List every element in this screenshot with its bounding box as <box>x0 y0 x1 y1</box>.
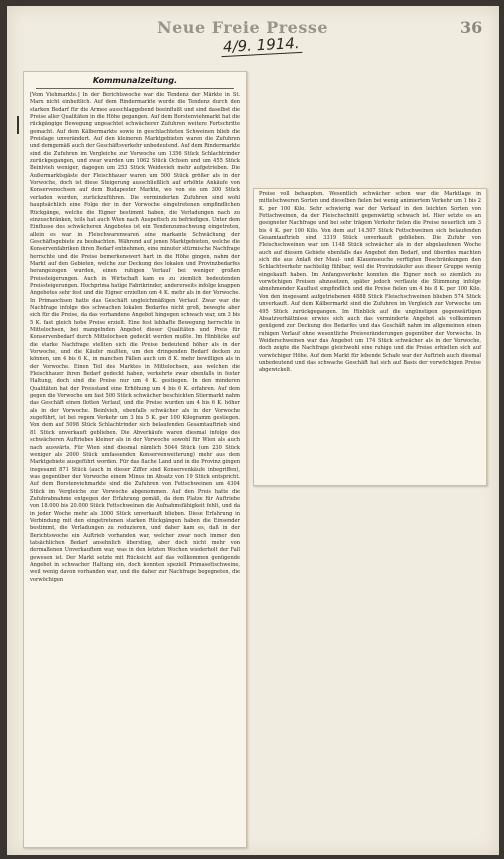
article-text-right: Preise voll behaupten. Wesentlich schwächer schon war die Marktlage in mittelschweren Sorten und dieselben fielen bei wenig animiertem Verkehr um 1 bis 2 K. per 100 Kilo. Sehr schwierig war der Verkauf in den leichten Sorten von Fettschweinen, da der Fleischschnitt gegenwärtig schwach ist. Hier setzte es an geeigneter Nachfrage und bei sehr trägem Verkehr fielen die Preise neuerlich um 3 bis 4 K. per 100 Kilo. Von dem auf 14.507 Stück Fettschweinen sich belaufenden Gesamtauftrieb sind 3319 Stück unverkauft geblieben. Die Zufuhr von Fleischschweinen war um 1148 Stück schwächer als in der abgelaufenen Woche auch auf diesem Gebiete ebenfalls das Angebot den Bedarf, und überdies machten sich die aus Anlaß der Maul- und Klauenseuche verfügten Beschränkungen den Schlachtverkehr nachteilig fühlbar, weil die Provinzkäufer aus dieser Gruppe wenig eingekauft haben. Im Anfangsverkehr konnten die Eigner noch so ziemlich zu vorwöchigen Preisen abzusetzen, später jedoch verflaute die Stimmung infolge abnehmender Kauflust empfindlich und die Preise fielen um 4 bis 8 K. per 100 Kilo. Von den insgesamt aufgetriebenen 4888 Stück Fleischschweinen blieben 574 Stück unverkauft. Auf dem Kälbermarkt sind die Zufuhren im Vergleich zur Vorwoche um 495 Stück zurückgegangen. Im Hinblick auf die ungünstigen gegenwärtigen Absatzverhältnisse erwies sich auch das verminderte Angebot als vollkommen genügend zur Deckung des Bedarfes und das Geschäft nahm im allgemeinen einen ruhigen Verlauf ohne wesentliche Preisveränderungen gegenüber der Vorwoche. In Weiderschweinen war das Angebot um 174 Stück schwächer als in der Vorwoche, doch zeigte die Nachfrage gleichwohl eine ruhige und die Preise erhielten sich auf vorwöchiger Höhe. Auf dem Markt für lebende Schafe war der Auftrieb auch diesmal unbedeutend und das schwache Geschäft hat sich auf Basis der vorwöchigen Preise abgewickelt. <box>259 191 483 374</box>
newspaper-clipping-left <box>23 71 247 848</box>
newspaper-masthead: Neue Freie Presse <box>157 18 329 37</box>
article-heading: Kommunalzeitung. <box>92 76 178 85</box>
page-number: 36 <box>460 18 483 37</box>
article-text-left: [Vom Viehmarkte.] In der Berichtswoche war die Tendenz der Märkte in St. Marx nicht einheitlich. Auf dem Rindermarkte wurde die Tendenz durch den starken Bedarf für die Armee ausschlaggebend beeinflußt und sind daselbst die Preise aller Qualitäten in die Höhe gegangen. Auf dem Borstenviehmarkt hat die rückgängige Bewegung ungeachtet schwächerer Zufuhren weitere Fortschritte gemacht. Auf dem Kälbermarkte sowie in geschlachteten Schweinen blieb die Preislage unverändert. Auf den kleineren Marktgebieten waren die Zufuhren und demgemäß auch der Geschäftsverkehr unbedeutend. Auf dem Rindermarkte sind die Zufuhren im Vergleiche zur Vorwoche um 1356 Stück Schlachtrinder zurückgegangen, und zwar wurden um 1062 Stück Ochsen und um 455 Stück Beinlvieh weniger, dagegen um 253 Stück Weidevieh mehr aufgetrieben. Die Außermarktsgäste der Fleischhauer waren um 500 Stück größer als in der Vorwoche, doch ist diese Steigerung ausschließlich auf erhöhte Ankäufe von Konservenochsen auf dem Budapester Markte, wo von sie um 300 Stück verladen wurden, zurückzuführen. Die verminderten Zufuhren sind wohl hauptsächlich eine Folge der in der Vorwoche eingetretenen empfindlichen Rückgänge, welche die Eigner bestimmt haben, die Verladungen nach zu einzuschränken, teils hat auch Wien nach Auspeitsch zu befriedigen. Unter dem Einflusse des schwächeren Angebotes ist ein Tendenzumschwung eingetreten, allein es war in Fleischwarenwaren eine markante Schwächung der Geschäftsgebiete zu beobachten. Während auf jenen Marktgebieten, welche die Konservenfabriken ihren Bedarf entnehmen, eine minuter stürmische Nachfrage herrschte und die Preise bemerkenswert hart in die Höhe gingen, nahm der Markt auf den Gebieten, welche zur Deckung des lokalen und Provinzbedarfes herangezogen wurden, einen ruhigen Verlauf bei weniger großen Preissteigerungen. Auch in Wirtschaft kam es zu ziemlich bedeutenden Preissteigerungen. Hochprima hatige Fabrikrinder, andererseits infolge knappen Angebotes sehr fest und die Eigner erzielten um 4 K. mehr als in der Vorwoche. In Primaochsen hatte das Geschäft ungleichmäßigen Verlauf. Zwar war die Nachfrage infolge des schwachen lokalen Bedarfes nicht groß, bewegte aber sich für die Preise, da das vorhandene Angebot hingegen schwach war, um 3 bis 5 K. fast gleich hohe Preise erzielt. Eine fest lebhafte Bewegung herrschte in Mittelochsen, bei mangelnden Angebot dieser Qualitäten und Preis für Konservenbedarf durch Mittelochsen gedeckt werden mußte. Im Hinblicke auf die starke Nachfrage stellten sich die Preise bedeutend höher als in der Vorwoche, und die Käufer mußten, um den dringenden Bedarf decken zu können, um 4 bis 6 K., in manchen Fällen auch um 8 K. mehr bewilligen als in der Vorwoche. Einen Teil des Marktes in Mittelochsen, aus welchen die Fleischhauer ihren Bedarf gedeckt haben, verkehrte zwar ebenfalls in fester Haltung, doch sind die Preise nur um 4 K. gestiegen. In den minderen Qualitäten hat der Preisstand eine Erhöhung um 4 bis 6 K. erfahren. Auf dem gegen die Vorwoche um fast 500 Stück schwächer beschickten Stiermarkt nahm das Geschäft einen flotten Verlauf, und die Preise wurden um 4 bis 6 K. höher als in der Vorwoche. Beinlvieh, ebenfalls schwächer als in der Vorwoche zugeführt, ist bei regem Verkehr um 3 bis 5 K. per 100 Kilogramm gestiegen. Von dem auf 5098 Stück Schlachtrinder sich belaufenden Gesamtauftrieb sind 81 Stück unverkauft geblieben. Die Abverkäufe waren diesmal infolge des schwächeren Auftriebes kleiner als in der Vorwoche sowohl für Wien als auch nach auswärts. Für Wien sind diesmal nämlich 5044 Stück (um 230 Stück weniger als 2000 Stück umfassenden Konservenweiterung) mehr aus dem Marktgebiete ausgeführt worden. Für das flache Land und in die Provinz gingen insgesamt 871 Stück (auch in dieser Ziffer sind Konservenkäufe inbegriffen), was gegenüber der Vorwoche einem Minus im Absatz von 19 Stück entspricht. Auf dem Borstenviehmarkte sind die Zufuhren von Fettschweinen um 4304 Stück im Vergleiche zur Vorwoche abgenommen. Auf den Preis hatte die Zufuhrabnahme entgegen der Erfahrung gemäß, da dem Platze für Auftriebe von 18.000 bis 20.000 Stück Fettschweinen die Aufnahmsfähigkeit fehlt, und da in jeder Woche mehr als 3000 Stück unverkauft blieben. Diese Erfahrung in Verbindung mit den eingetretenen starken Rückgängen haben die Einsender bestimmt, die Verladungen zu reduzieren, und daher kam es, daß in der Berichtswoche ein Auftrieb vorhanden war, welcher zwar noch immer den tatsächlichen Bedarf ansehnlich überstieg, aber doch nicht mehr von dermaßenen Unverkauftem war, was in den letzten Wochen wiederholt der Fall gewesen ist. Der Markt setzte mit Rücksicht auf das vollkommen genügende Angebot in schwacher Haltung ein, doch konnten speziell Primasettschweine, weil wenig davon vorhanden war, und die daher zur Nachfrage begegneten, die vorwöchigen <box>30 92 242 583</box>
newspaper-clipping-right <box>253 188 487 486</box>
handwritten-date: 4/9. 1914. <box>221 34 303 57</box>
heading-rule <box>36 88 234 89</box>
archive-page <box>7 6 499 855</box>
